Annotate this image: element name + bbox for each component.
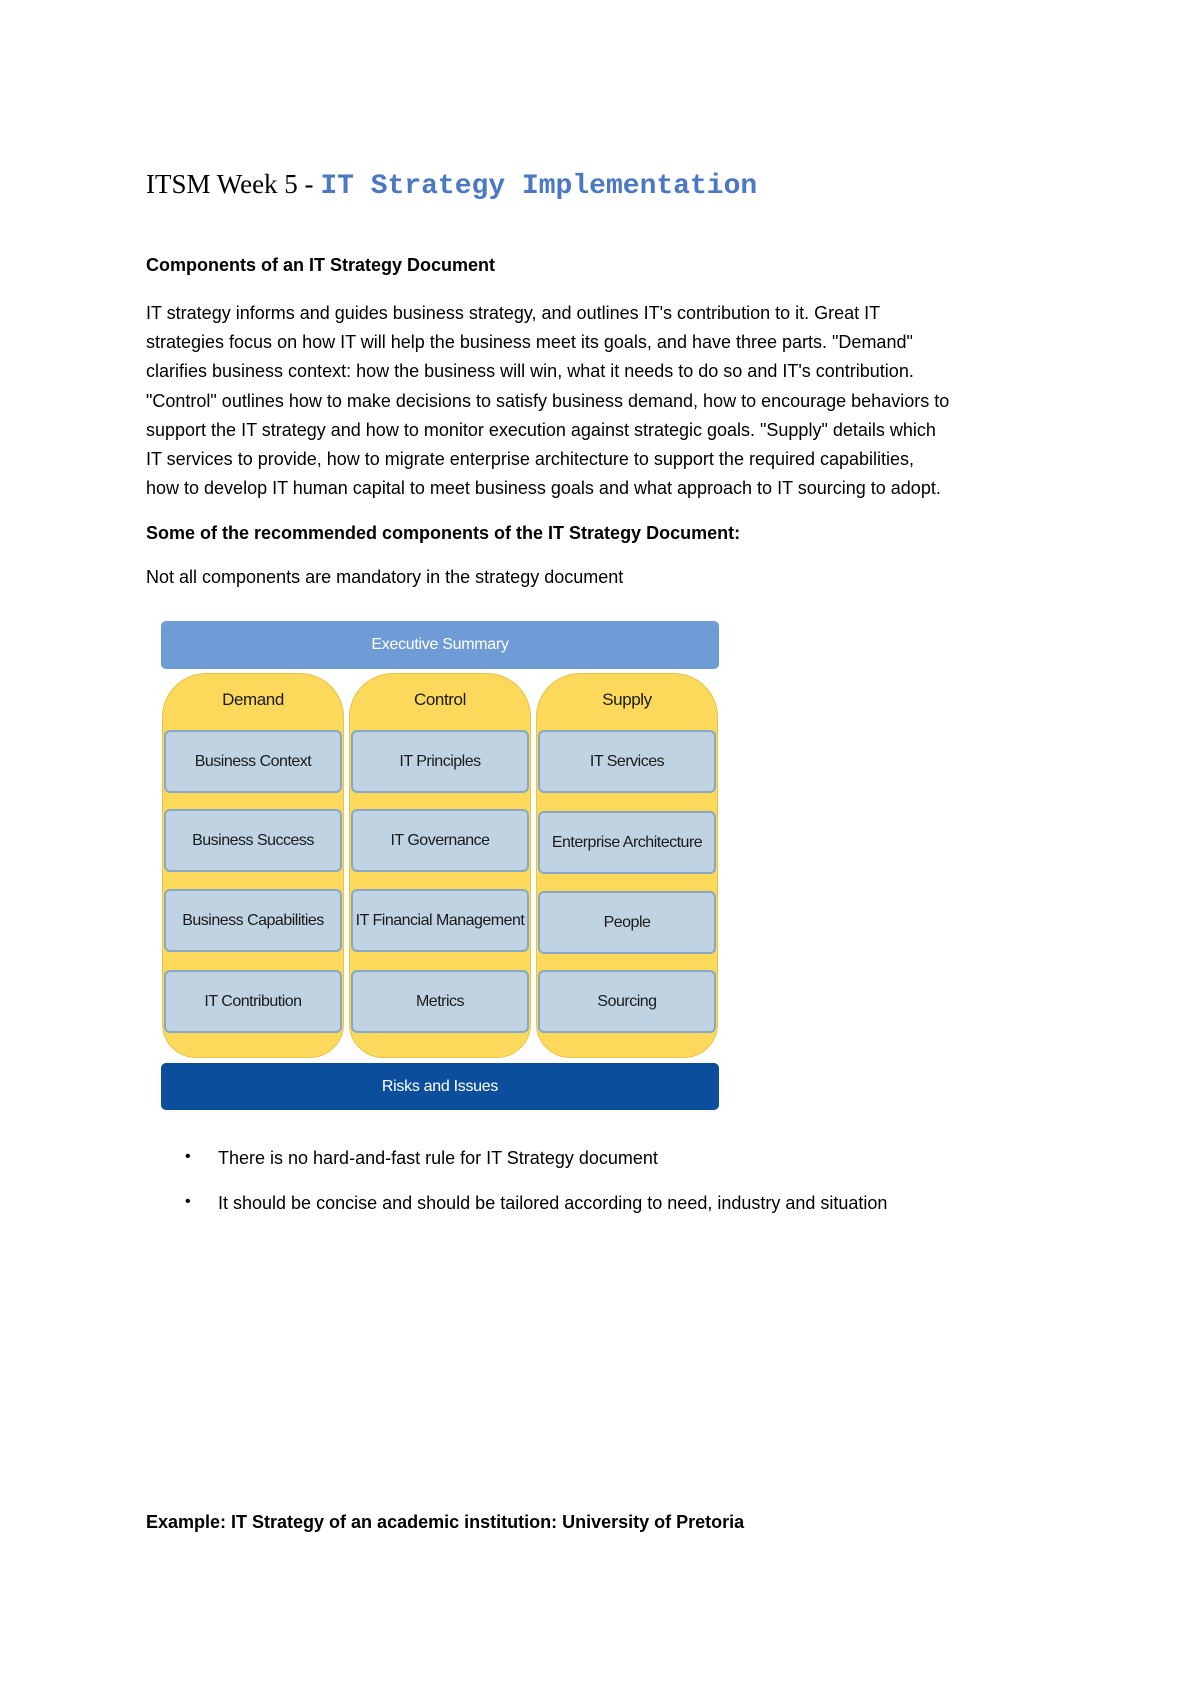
paragraph-line: "Control" outlines how to make decisions to satisfy business demand, how to encourage behaviors to bbox=[146, 390, 950, 411]
bullet-text: There is no hard-and-fast rule for IT Strategy document bbox=[218, 1148, 658, 1168]
component-box: Business Capabilities bbox=[164, 889, 342, 952]
intro-paragraph bbox=[146, 299, 1076, 503]
component-box: IT Financial Management bbox=[351, 889, 529, 952]
title-prefix: ITSM Week 5 - bbox=[146, 169, 321, 199]
component-box: Sourcing bbox=[538, 970, 716, 1033]
component-box: IT Governance bbox=[351, 809, 529, 872]
paragraph-line: IT services to provide, how to migrate enterprise architecture to support the required capabilities, bbox=[146, 449, 915, 470]
demand-column bbox=[162, 673, 344, 1058]
bullet-icon: • bbox=[185, 1193, 191, 1210]
executive-summary-bar: Executive Summary bbox=[161, 621, 719, 669]
example-heading: Example: IT Strategy of an academic institution: University of Pretoria bbox=[146, 1512, 745, 1532]
components-note: Not all components are mandatory in the strategy document bbox=[146, 567, 624, 587]
list-item bbox=[185, 1193, 887, 1238]
bullet-text: It should be concise and should be tailored according to need, industry and situation bbox=[218, 1193, 888, 1213]
bullet-icon: • bbox=[185, 1148, 191, 1165]
control-column bbox=[349, 673, 531, 1058]
column-header: Supply bbox=[602, 690, 652, 709]
risks-issues-bar: Risks and Issues bbox=[161, 1063, 719, 1110]
paragraph-line: IT strategy informs and guides business strategy, and outlines IT's contribution to it. Great IT bbox=[146, 303, 881, 323]
paragraph-line: support the IT strategy and how to monitor execution against strategic goals. "Supply" details which bbox=[146, 419, 936, 440]
paragraph-line: strategies focus on how IT will help the business meet its goals, and have three parts. "Demand" bbox=[146, 332, 913, 353]
components-heading: Some of the recommended components of the IT Strategy Document: bbox=[146, 523, 741, 543]
component-box: IT Contribution bbox=[164, 970, 342, 1033]
component-box: Metrics bbox=[351, 970, 529, 1033]
component-box: People bbox=[538, 891, 716, 954]
paragraph-line: clarifies business context: how the business will win, what it needs to do so and IT's contribution. bbox=[146, 361, 914, 382]
strategy-components-diagram bbox=[158, 621, 722, 1112]
title-accent: IT Strategy Implementation bbox=[320, 171, 758, 202]
component-box: Business Success bbox=[164, 809, 342, 872]
component-box: IT Services bbox=[538, 730, 716, 793]
list-item bbox=[185, 1148, 887, 1193]
component-box: IT Principles bbox=[351, 730, 529, 793]
paragraph-line: how to develop IT human capital to meet business goals and what approach to IT sourcing to adopt. bbox=[146, 478, 941, 499]
column-header: Control bbox=[413, 690, 466, 709]
supply-column bbox=[536, 673, 718, 1058]
component-box: Enterprise Architecture bbox=[538, 811, 716, 874]
page-title bbox=[146, 168, 757, 202]
component-box: Business Context bbox=[164, 730, 342, 793]
section-heading: Components of an IT Strategy Document bbox=[146, 255, 496, 275]
bullet-list bbox=[185, 1148, 887, 1238]
column-header: Demand bbox=[222, 690, 284, 709]
